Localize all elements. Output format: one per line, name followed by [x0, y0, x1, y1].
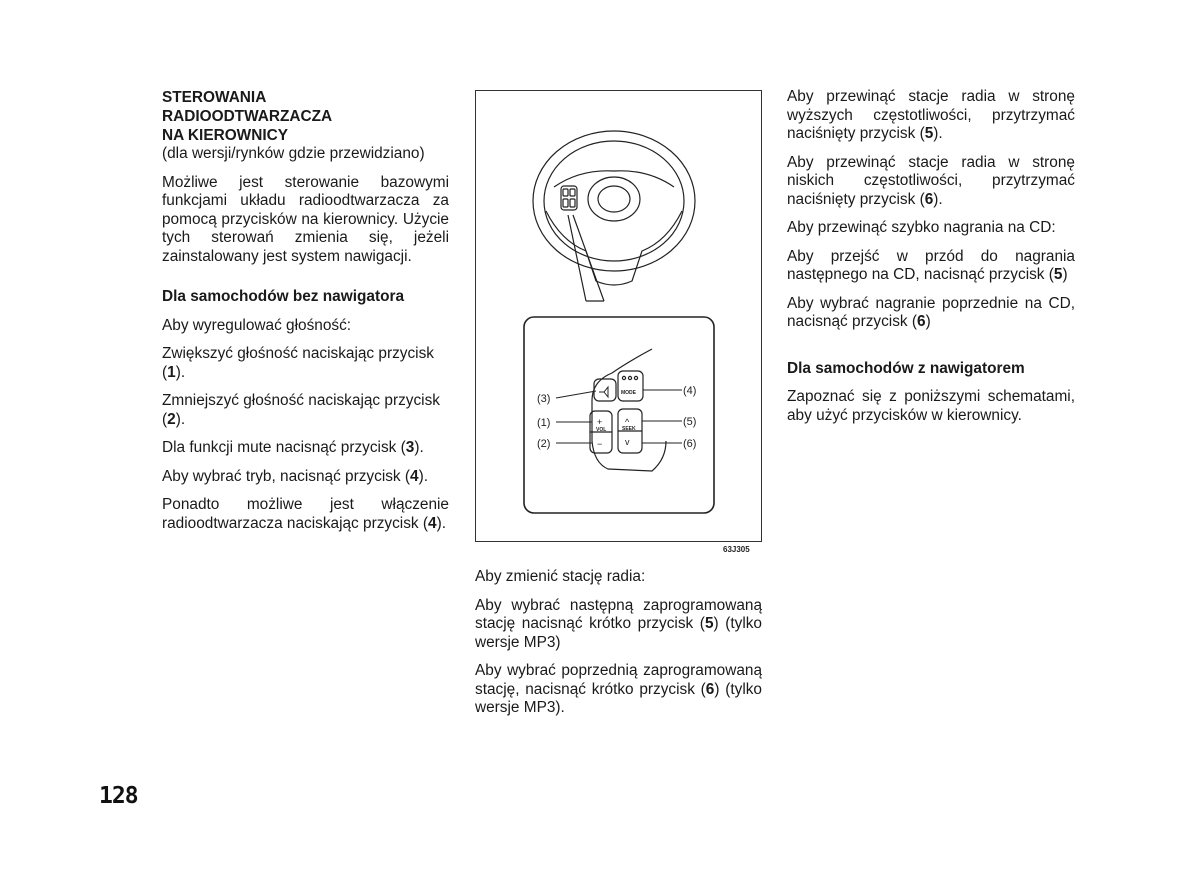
mute-paragraph: Dla funkcji mute nacisnąć przycisk (3).: [162, 439, 424, 456]
seek-down-glyph: v: [625, 437, 630, 447]
change-station-paragraph: Aby zmienić stację radia:: [475, 568, 646, 585]
section-heading-line3: NA KIEROWNICY: [162, 127, 288, 144]
callout-5: (5): [683, 416, 697, 428]
intro-paragraph: Możliwe jest sterowanie bazowymi funkcjami układu radioodtwarzacza za pomocą przycisków na kierownicy. Użycie tych sterowań zmienia się, jeżeli zainstalowany jest system nawigacji.: [162, 173, 449, 265]
section-heading-line2: RADIOODTWARZACZA: [162, 108, 333, 125]
decrease-volume-paragraph: Zmniejszyć głośność naciskając przycisk (2).: [162, 392, 440, 428]
vol-minus-glyph: −: [597, 439, 603, 449]
seek-down-paragraph: Aby przewinąć stacje radia w stronę niskich częstotliwości, przytrzymać naciśnięty przycisk (6).: [787, 153, 1075, 208]
left-column: [162, 88, 449, 543]
seek-up-paragraph: Aby przewinąć stacje radia w stronę wyższych częstotliwości, przytrzymać naciśnięty przycisk (5).: [787, 88, 1075, 142]
section-heading-line1: STEROWANIA: [162, 89, 267, 106]
section-heading-note: (dla wersji/rynków gdzie przewidziano): [162, 145, 425, 162]
callout-4: (4): [683, 385, 697, 397]
volume-paragraph: Aby wyregulować głośność:: [162, 316, 352, 334]
previous-preset-paragraph: Aby wybrać poprzednią zaprogramowaną stację, nacisnąć krótko przycisk (6) (tylko wersje MP3).: [475, 662, 762, 716]
vol-label: VOL: [596, 427, 607, 433]
navigator-paragraph: Zapoznać się z poniższymi schematami, aby użyć przycisków w kierownicy.: [787, 388, 1075, 424]
figure-code: 63J305: [723, 545, 750, 554]
power-paragraph: Ponadto możliwe jest włączenie radioodtwarzacza naciskając przycisk (4).: [162, 496, 449, 532]
callout-3: (3): [537, 393, 551, 405]
right-column: [787, 88, 1075, 435]
steering-wheel-illustration: [476, 91, 763, 543]
steering-wheel-icon: [533, 131, 695, 301]
button-zoom-detail: [524, 317, 714, 513]
seek-up-glyph: ^: [625, 417, 630, 427]
subheading-with-navigator: Dla samochodów z nawigatorem: [787, 359, 1025, 377]
cd-previous-paragraph: Aby wybrać nagranie poprzednie na CD, nacisnąć przycisk (6): [787, 294, 1075, 330]
vol-plus-glyph: +: [597, 417, 603, 427]
cd-next-paragraph: Aby przejść w przód do nagrania następnego na CD, nacisnąć przycisk (5): [787, 247, 1075, 283]
next-preset-paragraph: Aby wybrać następną zaprogramowaną stację nacisnąć krótko przycisk (5) (tylko wersje MP3): [475, 596, 762, 651]
seek-label: SEEK: [622, 426, 636, 432]
middle-column: [475, 568, 762, 728]
subheading-without-navigator: Dla samochodów bez nawigatora: [162, 288, 405, 305]
mode-label: MODE: [621, 390, 636, 396]
callout-2: (2): [537, 438, 551, 450]
page-number: 128: [99, 783, 138, 809]
callout-1: (1): [537, 417, 551, 429]
steering-wheel-figure: [475, 90, 762, 542]
callout-6: (6): [683, 438, 697, 450]
cd-fast-paragraph: Aby przewinąć szybko nagrania na CD:: [787, 219, 1056, 236]
increase-volume-paragraph: Zwiększyć głośność naciskając przycisk (1).: [162, 345, 434, 381]
mode-paragraph: Aby wybrać tryb, nacisnąć przycisk (4).: [162, 467, 428, 485]
